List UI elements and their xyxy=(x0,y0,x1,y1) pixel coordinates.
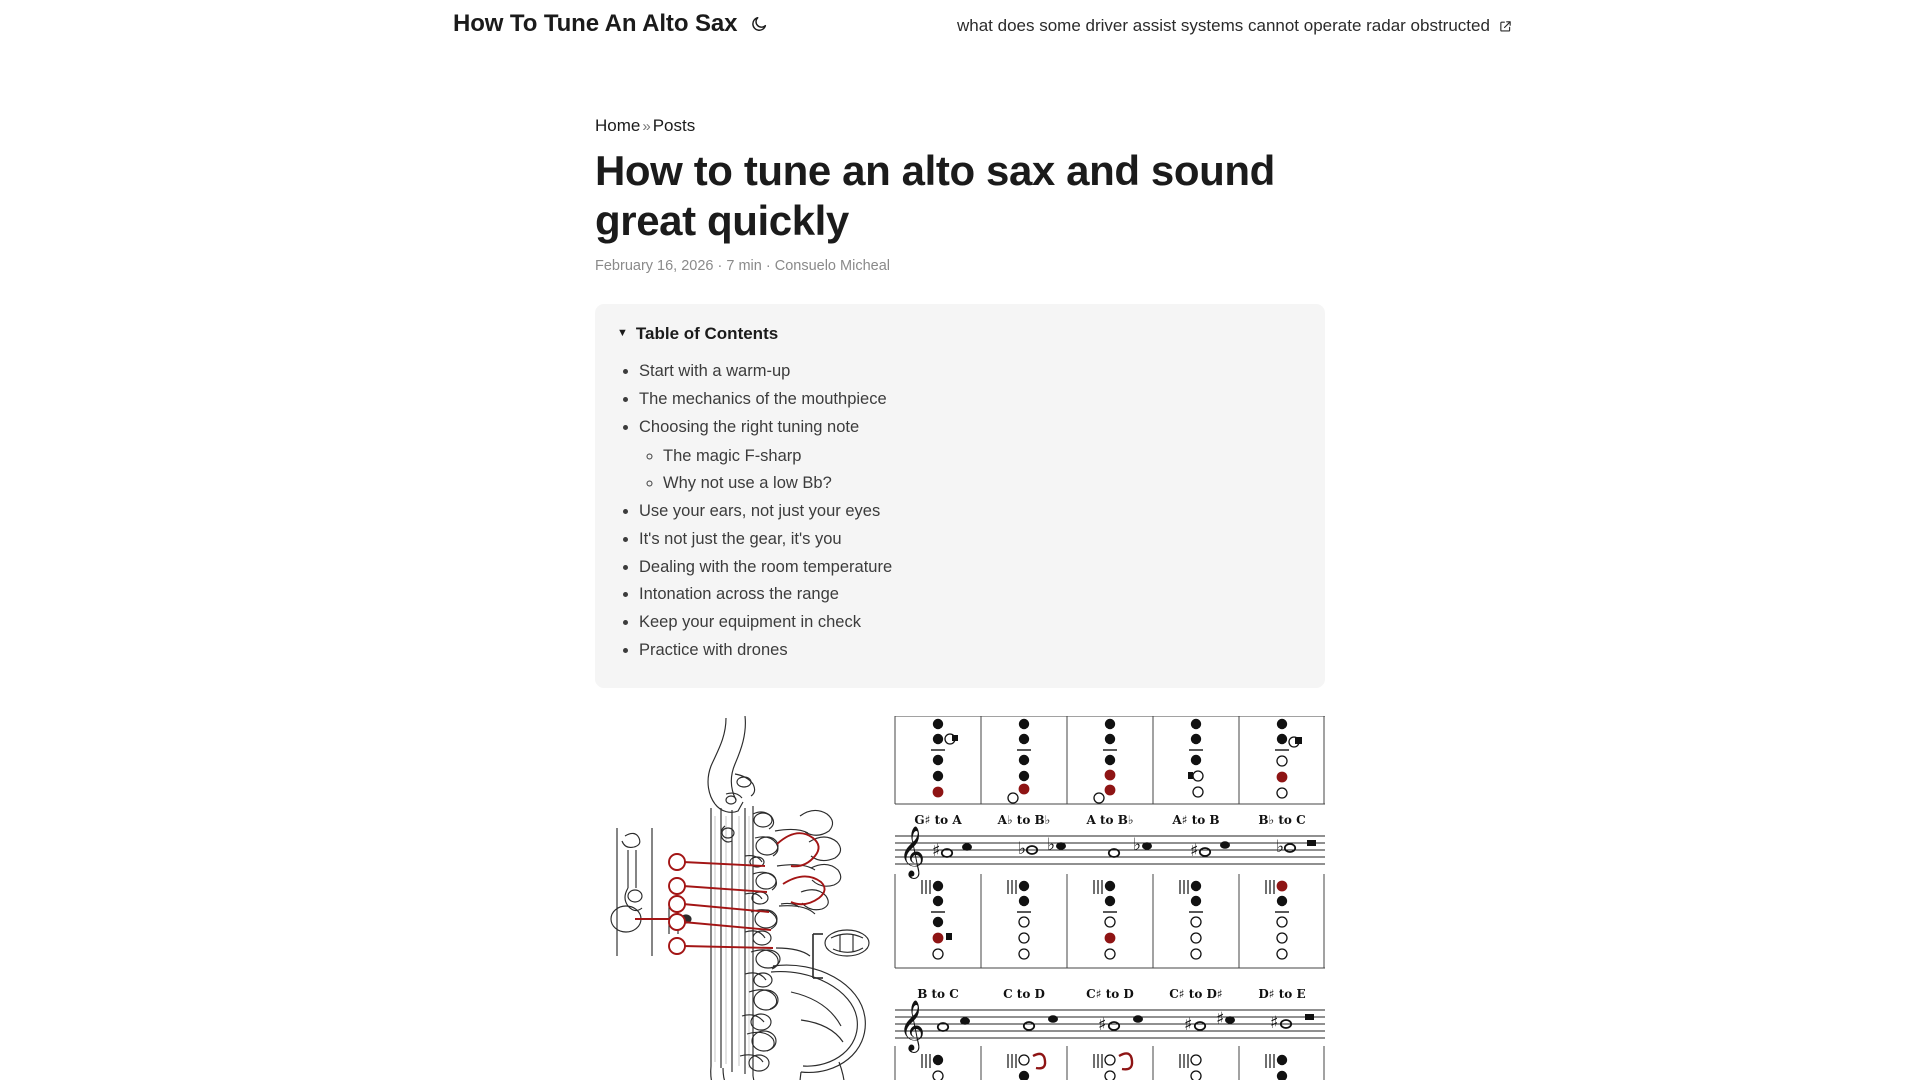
page-title: How to tune an alto sax and sound great quickly xyxy=(595,147,1275,244)
breadcrumb xyxy=(595,115,1325,137)
svg-text:♭: ♭ xyxy=(1018,839,1027,860)
saxophone-fingering-figure xyxy=(595,716,1325,1080)
fingering-label: C to D xyxy=(1003,987,1045,1002)
site-title[interactable]: How To Tune An Alto Sax xyxy=(453,10,738,37)
toc-link[interactable]: Choosing the right tuning note xyxy=(639,417,860,436)
toc-link[interactable]: Intonation across the range xyxy=(639,585,839,604)
breadcrumb-home[interactable]: Home xyxy=(595,116,641,135)
svg-text:♯: ♯ xyxy=(1270,1013,1279,1034)
svg-text:♯: ♯ xyxy=(1190,841,1199,862)
toc-item xyxy=(639,637,1303,665)
post-meta: February 16, 2026 · 7 min · Consuelo Micheal xyxy=(595,258,890,275)
toc-link[interactable]: Dealing with the room temperature xyxy=(639,557,893,576)
toc-item xyxy=(639,414,1303,498)
fingering-label: B♭ to C xyxy=(1258,813,1306,828)
toc-item xyxy=(639,358,1303,386)
fingering-label: A♭ to B♭ xyxy=(997,813,1051,828)
fingering-label: G♯ to A xyxy=(914,813,962,828)
breadcrumb-separator: » xyxy=(642,118,651,135)
svg-text:♭: ♭ xyxy=(1276,837,1285,858)
toc-subitem xyxy=(663,443,1303,471)
toc-item xyxy=(639,498,1303,526)
fingering-label: D♯ to E xyxy=(1258,987,1306,1002)
breadcrumb-posts[interactable]: Posts xyxy=(652,116,696,135)
fingering-label: A to B♭ xyxy=(1086,813,1134,828)
fingering-chart-illustration xyxy=(595,716,1325,1080)
toc-link[interactable]: Use your ears, not just your eyes xyxy=(639,502,881,521)
toc-link[interactable]: Start with a warm-up xyxy=(639,362,791,381)
toc-item xyxy=(639,581,1303,609)
article-column xyxy=(595,60,1325,1080)
svg-text:𝄞: 𝄞 xyxy=(899,826,926,878)
fingering-label: C♯ to D♯ xyxy=(1169,987,1223,1002)
toc-heading: Table of Contents xyxy=(635,324,779,344)
toc-link[interactable]: The mechanics of the mouthpiece xyxy=(639,390,887,409)
nav-external-link[interactable]: what does some driver assist systems cannot operate radar obstructed xyxy=(957,16,1490,35)
toc-sublink[interactable]: The magic F-sharp xyxy=(663,446,802,465)
svg-text:♭: ♭ xyxy=(1133,835,1142,856)
toc-list xyxy=(617,358,1303,664)
page-wrapper xyxy=(0,60,1920,1080)
svg-text:𝄞: 𝄞 xyxy=(899,1000,926,1052)
svg-text:♯: ♯ xyxy=(932,841,941,862)
fingering-label: A♯ to B xyxy=(1172,813,1220,828)
toc-item xyxy=(639,554,1303,582)
toc-toggle[interactable] xyxy=(617,324,1303,344)
toc-link[interactable]: Keep your equipment in check xyxy=(639,612,861,631)
caret-down-icon: ▼ xyxy=(617,326,628,339)
svg-text:♯: ♯ xyxy=(1098,1015,1107,1036)
site-header xyxy=(0,0,1920,60)
external-link-icon[interactable] xyxy=(1499,19,1513,33)
brand-block xyxy=(453,10,770,39)
toc-link[interactable]: Practice with drones xyxy=(639,640,788,659)
toc-link[interactable]: It's not just the gear, it's you xyxy=(639,529,842,548)
fingering-label: C♯ to D xyxy=(1086,987,1134,1002)
toc-subitem xyxy=(663,470,1303,498)
toc-item xyxy=(639,609,1303,637)
svg-text:♯: ♯ xyxy=(1216,1009,1225,1030)
toc-sublist xyxy=(639,443,1303,498)
header-nav xyxy=(957,16,1513,36)
toc-item xyxy=(639,386,1303,414)
svg-text:♯: ♯ xyxy=(1184,1015,1193,1036)
svg-text:♭: ♭ xyxy=(1047,835,1056,856)
moon-icon[interactable] xyxy=(748,13,770,35)
table-of-contents xyxy=(595,304,1325,688)
toc-item xyxy=(639,526,1303,554)
fingering-label: B to C xyxy=(917,987,959,1002)
toc-sublink[interactable]: Why not use a low Bb? xyxy=(663,474,832,493)
